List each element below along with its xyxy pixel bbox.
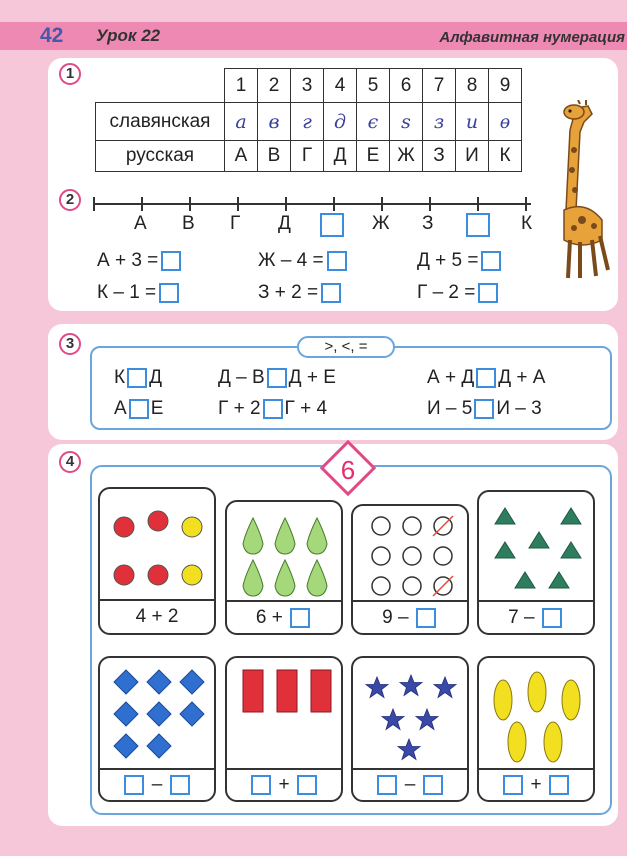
slavic-row-label: славянская	[96, 103, 225, 141]
compare-item	[114, 398, 163, 420]
compare-sign-box[interactable]	[129, 399, 149, 419]
number-line-tick	[237, 197, 239, 211]
equation-text: Д + 5 =	[417, 250, 479, 271]
compare-sign-box[interactable]	[474, 399, 494, 419]
compare-sign-box[interactable]	[263, 399, 283, 419]
compare-left: А	[114, 398, 127, 419]
card-op: +	[151, 606, 163, 627]
equation-text: Ж – 4 =	[258, 250, 324, 271]
compare-left: А + Д	[427, 367, 475, 388]
card-left: 6	[255, 607, 267, 628]
card-op: –	[524, 607, 535, 628]
slavic-letter: ѳ	[489, 103, 522, 141]
task-4-number: 4	[59, 451, 81, 473]
picture-card	[98, 656, 216, 802]
compare-right: И – 3	[496, 398, 542, 419]
task-1-number: 1	[59, 63, 81, 85]
russian-letter: А	[225, 141, 258, 172]
equation-answer-box[interactable]	[159, 283, 179, 303]
number-line-label: А	[134, 213, 147, 234]
picture-card	[351, 504, 469, 635]
picture-card	[98, 487, 216, 635]
compare-sign-box[interactable]	[476, 368, 496, 388]
compare-left: Д – В	[218, 367, 265, 388]
number-line-answer-box[interactable]	[320, 213, 344, 237]
card-op: +	[530, 774, 542, 795]
number-line-tick	[189, 197, 191, 211]
card-op: –	[151, 774, 163, 795]
compare-sign-box[interactable]	[127, 368, 147, 388]
number-line-label: К	[521, 213, 533, 234]
number-line-tick	[477, 197, 479, 211]
russian-letter: К	[489, 141, 522, 172]
card-answer-box[interactable]	[297, 775, 317, 795]
card-op: –	[404, 774, 416, 795]
compare-left: К	[114, 367, 126, 388]
picture-card	[477, 656, 595, 802]
circles-picture	[100, 489, 218, 599]
card-expression	[100, 768, 214, 800]
equation-answer-box[interactable]	[321, 283, 341, 303]
card-left: 4	[135, 606, 147, 627]
giraffe-illustration	[536, 100, 616, 285]
compare-item	[218, 398, 327, 420]
table-number: 3	[291, 69, 324, 103]
number-line-label: Г	[230, 213, 241, 234]
card-answer-box[interactable]	[503, 775, 523, 795]
slavic-letter: д	[324, 103, 357, 141]
card-expression	[227, 600, 341, 633]
card-expression	[227, 768, 341, 800]
card-left: 7	[508, 607, 519, 628]
slavic-letter: а	[225, 103, 258, 141]
card-answer-box[interactable]	[377, 775, 397, 795]
target-number: 6	[340, 455, 356, 485]
card-answer-box[interactable]	[290, 608, 310, 628]
card-answer-box[interactable]	[549, 775, 569, 795]
table-number: 7	[423, 69, 456, 103]
slavic-letter: з	[423, 103, 456, 141]
russian-letter: Е	[357, 141, 390, 172]
slavic-letter: є	[357, 103, 390, 141]
russian-letter: Г	[291, 141, 324, 172]
card-right: 2	[167, 606, 179, 627]
number-line-tick	[381, 197, 383, 211]
compare-right: Д + А	[498, 367, 546, 388]
number-line-label: Ж	[372, 213, 390, 234]
russian-row-label: русская	[96, 141, 225, 172]
card-expression	[479, 600, 593, 633]
equation	[97, 282, 179, 304]
page-header	[0, 22, 627, 50]
task-2-number: 2	[59, 189, 81, 211]
rectangles-picture	[227, 658, 345, 766]
card-expression	[353, 768, 467, 800]
compare-left: И – 5	[427, 398, 473, 419]
card-answer-box[interactable]	[170, 775, 190, 795]
russian-letter: З	[423, 141, 456, 172]
task-3-number: 3	[59, 333, 81, 355]
compare-signs-hint: >, <, =	[297, 336, 395, 358]
table-number: 4	[324, 69, 357, 103]
equation-answer-box[interactable]	[481, 251, 501, 271]
table-corner	[96, 69, 225, 103]
compare-left: Г + 2	[218, 398, 261, 419]
equation-text: К – 1 =	[97, 282, 157, 303]
table-number: 1	[225, 69, 258, 103]
russian-letter: И	[456, 141, 489, 172]
number-line-tick	[285, 197, 287, 211]
compare-right: Д + Е	[288, 367, 336, 388]
compare-right: Е	[150, 398, 164, 419]
slavic-letter: в	[258, 103, 291, 141]
equation-text: З + 2 =	[258, 282, 319, 303]
slavic-letter: ѕ	[390, 103, 423, 141]
compare-right: Д	[149, 367, 162, 388]
russian-letter: В	[258, 141, 291, 172]
compare-sign-box[interactable]	[267, 368, 287, 388]
card-op: +	[278, 774, 290, 795]
compare-item	[427, 367, 545, 389]
number-line	[93, 203, 531, 205]
compare-item	[114, 367, 162, 389]
number-line-tick	[333, 197, 335, 211]
table-number: 5	[357, 69, 390, 103]
equation	[258, 282, 341, 304]
card-answer-box[interactable]	[423, 775, 443, 795]
number-line-tick	[525, 197, 527, 211]
topic-title: Алфавитная нумерация	[439, 29, 625, 46]
russian-letter: Д	[324, 141, 357, 172]
diamonds-picture	[100, 658, 218, 766]
table-number: 2	[258, 69, 291, 103]
equation-text: А + 3 =	[97, 250, 159, 271]
equation-answer-box[interactable]	[161, 251, 181, 271]
compare-item	[427, 398, 542, 420]
triangles-picture	[479, 492, 597, 600]
equation	[258, 250, 347, 272]
card-op: –	[398, 607, 409, 628]
compare-right: Г + 4	[284, 398, 328, 419]
equation	[417, 250, 501, 272]
ovals-picture	[479, 658, 597, 766]
lesson-title: Урок 22	[96, 26, 161, 45]
card-expression	[100, 599, 214, 633]
russian-letter: Ж	[390, 141, 423, 172]
card-answer-box[interactable]	[542, 608, 562, 628]
page-number: 42	[40, 24, 64, 47]
pears-picture	[227, 502, 345, 600]
equation-text: Г – 2 =	[417, 282, 476, 303]
slavic-letter: и	[456, 103, 489, 141]
picture-card	[225, 656, 343, 802]
equation-answer-box[interactable]	[327, 251, 347, 271]
compare-item	[218, 367, 336, 389]
card-op: +	[271, 607, 283, 628]
number-line-label: Д	[278, 213, 291, 234]
number-line-tick	[429, 197, 431, 211]
rings-picture	[353, 506, 471, 600]
table-number: 6	[390, 69, 423, 103]
slavic-letter: г	[291, 103, 324, 141]
number-line-tick	[93, 197, 95, 211]
number-line-answer-box[interactable]	[466, 213, 490, 237]
table-number: 9	[489, 69, 522, 103]
alphabet-table	[95, 68, 522, 172]
equation	[97, 250, 181, 272]
card-left: 9	[382, 607, 393, 628]
card-expression	[479, 768, 593, 800]
table-number: 8	[456, 69, 489, 103]
number-line-label: В	[182, 213, 195, 234]
picture-card	[477, 490, 595, 635]
card-answer-box[interactable]	[124, 775, 144, 795]
card-expression	[353, 600, 467, 633]
picture-card	[225, 500, 343, 635]
stars-picture	[353, 658, 471, 766]
equation	[417, 282, 498, 304]
picture-card	[351, 656, 469, 802]
equation-answer-box[interactable]	[478, 283, 498, 303]
number-line-tick	[141, 197, 143, 211]
card-answer-box[interactable]	[416, 608, 436, 628]
card-answer-box[interactable]	[251, 775, 271, 795]
number-line-label: З	[422, 213, 434, 234]
